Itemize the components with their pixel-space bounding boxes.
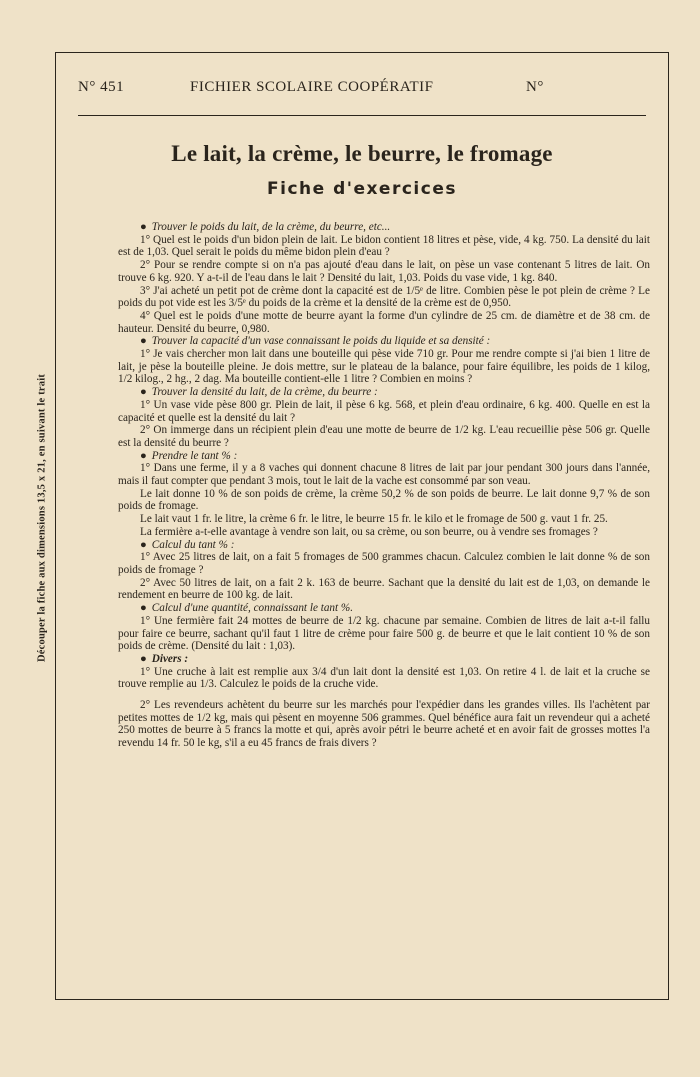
bullet-icon: ● [140, 449, 147, 462]
exercise-paragraph: 2° On immerge dans un récipient plein d'eau une motte de beurre de 1/2 kg. L'eau recueillie pèse 506 gr. Quelle est la densité du beurre ? [118, 424, 650, 449]
section-heading: ● Trouver la capacité d'un vase connaissant le poids du liquide et sa densité : [140, 335, 491, 348]
section-heading: ● Calcul du tant % : [140, 538, 235, 551]
exercise-paragraph: 3° J'ai acheté un petit pot de crème dont la capacité est de 1/5ᵉ de litre. Combien pèse le pot plein de crème ? Le poids du pot vide est les 3/5ᵉ du poids de la crème et la densité de la crème est de 0,950. [118, 284, 650, 310]
exercise-paragraph: 4° Quel est le poids d'une motte de beurre ayant la forme d'un cylindre de 25 cm. de diamètre et de 38 cm. de hauteur. Densité du beurre, 0,980. [118, 309, 650, 335]
exercise-paragraph: 1° Une cruche à lait est remplie aux 3/4 d'un lait dont la densité est 1,03. On retire 4 l. de lait et la cruche se trouve remplie au 1/3. Calculez le poids de la cruche vide. [118, 665, 650, 691]
exercise-paragraph: La fermière a-t-elle avantage à vendre son lait, ou sa crème, ou son beurre, ou à vendre ses fromages ? [140, 525, 598, 538]
page-title: Le lait, la crème, le beurre, le fromage [171, 141, 553, 166]
exercise-paragraph: 1° Une fermière fait 24 mottes de beurre de 1/2 kg. chacune par semaine. Combien de litres de lait a-t-il fallu pour faire ce beurre, sachant qu'il faut 1 litre de crème pour faire 500 g. de beurre et que le lait contient 10 % de son poids de crème. (Densité du lait : 1,03). [118, 614, 650, 653]
bullet-icon: ● [140, 386, 147, 399]
exercise-paragraph: Le lait vaut 1 fr. le litre, la crème 6 fr. le litre, le beurre 15 fr. le kilo et le fromage de 500 g. vaut 1 fr. 25. [140, 513, 608, 526]
section-heading: ● Prendre le tant % : [140, 449, 238, 462]
bullet-icon: ● [140, 221, 147, 233]
bullet-icon: ● [140, 602, 147, 615]
number-field-label: N° [526, 79, 544, 95]
exercise-paragraph: 1° Je vais chercher mon lait dans une bouteille qui pèse vide 710 gr. Pour me rendre compte si j'ai bien 1 litre de lait, je pèse la bouteille pleine. Je dois mettre, sur le plateau de la balance, pour faire équilibre, les poids de 1 kilog, 1/2 kilog., 2 hg., 2 dag. Ma bouteille contient-elle 1 litre ? Combien en moins ? [118, 348, 650, 386]
card-number: N° 451 [78, 79, 125, 95]
page-subtitle: Fiche d'exercices [267, 179, 457, 199]
exercise-paragraph: Le lait donne 10 % de son poids de crème, la crème 50,2 % de son poids de beurre. Le lait donne 9,7 % de son poids de fromage. [118, 487, 650, 513]
exercise-paragraph: 1° Dans une ferme, il y a 8 vaches qui donnent chacune 8 litres de lait par jour pendant 300 jours dans l'année, mais il faut compter que pendant 3 mois, tout le lait de la vache est consommé par son veau. [118, 462, 650, 488]
exercise-paragraph: 2° Pour se rendre compte si on n'a pas ajouté d'eau dans le lait, on pèse un vase contenant 5 litres de lait. On trouve 6 kg. 920. Y a-t-il de l'eau dans le lait ? Densité du lait, 1,03. Poids du vase vide, 1 kg. 840. [118, 259, 650, 284]
exercise-paragraph: 2° Avec 50 litres de lait, on a fait 2 k. 163 de beurre. Sachant que la densité du lait est de 1,03, on demande le rendement en beurre de 100 kg. de lait. [118, 576, 650, 602]
cut-instruction [35, 318, 49, 718]
bullet-icon: ● [140, 538, 147, 551]
bullet-icon: ● [140, 335, 147, 348]
worksheet-card [55, 52, 669, 1000]
exercise-paragraph: 2° Les revendeurs achètent du beurre sur les marchés pour l'expédier dans les grandes villes. Ils l'achètent par petites mottes de 1/2 kg, mais qui pèsent en moyenne 506 grammes. Quel bénéfice aura fait un revendeur qui a acheté 250 mottes de beurre à 5 francs la motte et qui, après avoir pétri le beurre acheté et en avoir fait de grosses mottes l'a revendu 14 fr. 50 le kg, s'il a eu 45 francs de frais divers ? [118, 699, 650, 750]
section-heading: ● Trouver le poids du lait, de la crème, du beurre, etc... [140, 221, 391, 233]
bullet-icon: ● [140, 652, 147, 665]
card-header [78, 69, 646, 116]
exercise-paragraph: 1° Un vase vide pèse 800 gr. Plein de lait, il pèse 6 kg. 568, et plein d'eau ordinaire, 6 kg. 400. Quelle en est la capacité et quelle est la densité du lait ? [118, 398, 650, 424]
section-heading: ● Divers : [140, 652, 189, 665]
exercise-content [118, 221, 650, 750]
section-heading: ● Calcul d'une quantité, connaissant le tant %. [140, 602, 354, 615]
exercise-paragraph: 1° Quel est le poids d'un bidon plein de lait. Le bidon contient 18 litres et pèse, vide, 4 kg. 750. La densité du lait est de 1,03. Quel serait le poids du même bidon plein d'eau ? [118, 233, 650, 259]
section-heading: ● Trouver la densité du lait, de la crème, du beurre : [140, 386, 378, 399]
exercise-paragraph: 1° Avec 25 litres de lait, on a fait 5 fromages de 500 grammes chacun. Calculez combien le lait donne % de son poids de fromage ? [118, 551, 650, 576]
cut-instruction-text: Découper la fiche aux dimensions 13,5 x 21, en suivant le trait [36, 373, 48, 663]
series-title: FICHIER SCOLAIRE COOPÉRATIF [190, 79, 434, 95]
